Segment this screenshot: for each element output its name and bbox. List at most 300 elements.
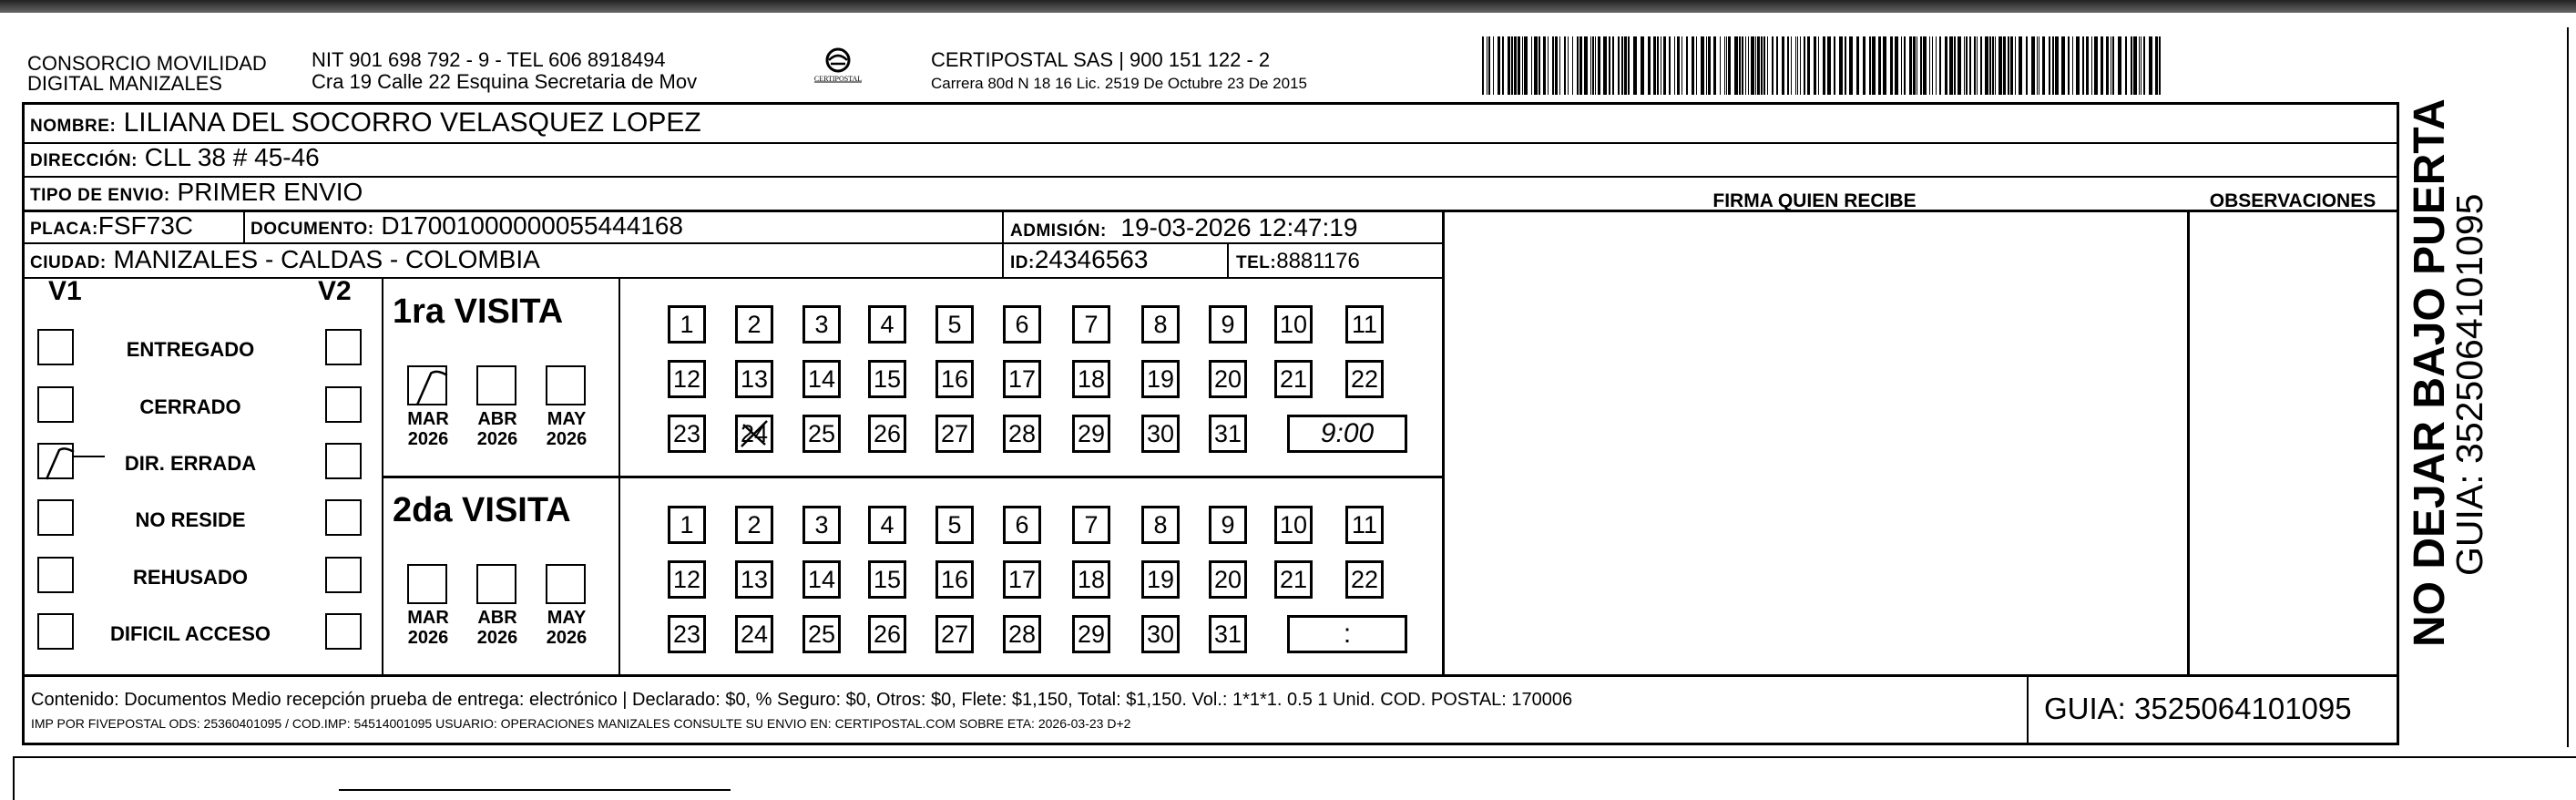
barcode-bar [2112, 36, 2114, 95]
barcode-bar [1538, 36, 1540, 95]
barcode-bar [1745, 36, 1746, 95]
v1-header: V1 [48, 276, 82, 306]
day-box[interactable]: 28 [1003, 615, 1041, 653]
barcode-bar [1797, 36, 1798, 95]
day-box[interactable]: 10 [1274, 305, 1313, 344]
day-box[interactable]: 31 [1209, 615, 1247, 653]
form-frame [22, 102, 2399, 745]
barcode-bar [1618, 36, 1620, 95]
placa-cell [30, 210, 193, 246]
barcode-bar [1845, 36, 1846, 95]
barcode-bar [1641, 36, 1644, 95]
barcode-bar [2042, 36, 2045, 95]
day-box[interactable]: 25 [802, 415, 841, 453]
barcode-bar [1966, 36, 1968, 95]
admision-cell [1010, 211, 1357, 248]
barcode-bar [2072, 36, 2073, 95]
barcode-bar [1598, 36, 1600, 95]
barcode-bar [1577, 36, 1579, 95]
year-label: 2026 [546, 628, 588, 648]
barcode-bar [1669, 36, 1671, 95]
day-box[interactable]: 27 [935, 415, 974, 453]
v2-checkbox[interactable] [325, 613, 362, 650]
v1-checkbox[interactable] [37, 329, 74, 365]
barcode-bar [1958, 36, 1961, 95]
barcode-bar [1624, 36, 1627, 95]
day-box[interactable]: 6 [1003, 506, 1041, 544]
tel-value: 8881176 [1276, 249, 1360, 273]
barcode-bar [1648, 36, 1651, 95]
day-box[interactable]: 12 [668, 560, 706, 599]
barcode-bar [1584, 36, 1588, 95]
day-box[interactable]: 15 [868, 360, 906, 398]
barcode-bar [1696, 36, 1697, 95]
barcode-bar [1932, 36, 1933, 95]
day-box[interactable]: 16 [935, 560, 974, 599]
barcode-bar [2068, 36, 2070, 95]
day-box[interactable]: 22 [1345, 360, 1384, 398]
barcode-bar [1998, 36, 2002, 95]
day-box[interactable]: 5 [935, 305, 974, 344]
certipostal-logo-icon [811, 44, 865, 93]
day-box[interactable]: 29 [1072, 415, 1110, 453]
day-box[interactable]: 14 [802, 360, 841, 398]
company-name-line2: DIGITAL MANIZALES [27, 72, 222, 95]
barcode-bar [1869, 36, 1871, 95]
barcode-bar [1890, 36, 1893, 95]
pen-check-mark [409, 367, 449, 407]
barcode-bar [1726, 36, 1727, 95]
tipo-envio-row [30, 176, 363, 212]
barcode-bar [1980, 36, 1982, 95]
barcode-bar [1609, 36, 1610, 95]
visit1-title: 1ra VISITA [393, 292, 564, 331]
day-box[interactable]: 21 [1274, 360, 1313, 398]
tel-label: TEL: [1236, 253, 1277, 272]
barcode-bar [1498, 36, 1500, 95]
barcode-bar [1767, 36, 1768, 95]
year-label: 2026 [407, 628, 449, 648]
guia-vertical: GUIA: 3525064101095 [2448, 193, 2490, 576]
barcode-bar [1742, 36, 1743, 95]
barcode-bar [1568, 36, 1569, 95]
carrier-line2: Carrera 80d N 18 16 Lic. 2519 De Octubre 23 De 2015 [931, 75, 1307, 92]
nombre-value: LILIANA DEL SOCORRO VELASQUEZ LOPEZ [123, 108, 701, 138]
month-label: MAY [547, 409, 587, 429]
barcode-bar [2037, 36, 2038, 95]
barcode-bar [1518, 36, 1520, 95]
barcode-bar [1612, 36, 1614, 95]
month-checkbox[interactable] [546, 365, 586, 405]
barcode-bar [1985, 36, 1988, 95]
day-box[interactable]: 1 [668, 506, 706, 544]
barcode-bar [1502, 36, 1504, 95]
month-label: MAR [407, 608, 449, 628]
barcode-bar [2141, 36, 2142, 95]
day-box[interactable]: 21 [1274, 560, 1313, 599]
barcode-bar [1555, 36, 1558, 95]
day-box[interactable]: 13 [735, 560, 773, 599]
barcode-bar [1804, 36, 1805, 95]
day-box[interactable]: 19 [1141, 560, 1180, 599]
day-box[interactable]: 10 [1274, 506, 1313, 544]
day-box[interactable]: 14 [802, 560, 841, 599]
barcode-bar [1663, 36, 1666, 95]
year-label: 2026 [546, 429, 588, 449]
barcode-bar [2106, 36, 2109, 95]
barcode-bar [1895, 36, 1898, 95]
top-scan-band [0, 0, 2576, 13]
day-box[interactable]: 6 [1003, 305, 1041, 344]
barcode-bar [1524, 36, 1528, 95]
barcode-bar [1692, 36, 1694, 95]
no-dejar-bajo-puerta: NO DEJAR BAJO PUERTA [2406, 98, 2454, 647]
barcode-bar [2031, 36, 2035, 95]
barcode [1480, 36, 2165, 95]
day-box[interactable]: 2 [735, 506, 773, 544]
placa-label: PLACA: [30, 220, 98, 239]
v1-checkbox[interactable] [37, 443, 74, 479]
time-box[interactable]: 9:00 [1287, 415, 1407, 453]
barcode-bar [2003, 36, 2006, 95]
barcode-bar [1834, 36, 1835, 95]
day-box[interactable]: 11 [1345, 506, 1384, 544]
barcode-bar [1818, 36, 1819, 95]
barcode-bar [1720, 36, 1721, 95]
barcode-bar [2010, 36, 2013, 95]
barcode-bar [1701, 36, 1704, 95]
tipo-label: TIPO DE ENVIO: [30, 186, 170, 205]
logo-text: CERTIPOSTAL [813, 75, 863, 83]
documento-value: D17001000000055444168 [381, 211, 683, 240]
barcode-bar [1945, 36, 1947, 95]
day-box[interactable]: 1 [668, 305, 706, 344]
status-label: NO RESIDE [135, 508, 246, 531]
status-label: CERRADO [139, 395, 241, 418]
barcode-bar [2118, 36, 2121, 95]
barcode-bar [1531, 36, 1532, 95]
barcode-bar [1964, 36, 1965, 95]
barcode-bar [1713, 36, 1716, 95]
barcode-bar [1633, 36, 1637, 95]
v2-checkbox[interactable] [325, 499, 362, 536]
barcode-bar [1522, 36, 1523, 95]
barcode-bar [1904, 36, 1906, 95]
direccion-value: CLL 38 # 45-46 [144, 143, 320, 171]
company-name-line1: CONSORCIO MOVILIDAD [27, 52, 267, 75]
tipo-value: PRIMER ENVIO [177, 178, 363, 206]
barcode-bar [1552, 36, 1554, 95]
barcode-bar [1977, 36, 1978, 95]
barcode-bar [1677, 36, 1680, 95]
barcode-bar [1728, 36, 1731, 95]
barcode-bar [2055, 36, 2059, 95]
barcode-bar [1772, 36, 1774, 95]
barcode-bar [2125, 36, 2127, 95]
barcode-bar [1839, 36, 1843, 95]
barcode-bar [2008, 36, 2009, 95]
barcode-bar [1734, 36, 1738, 95]
day-box[interactable]: 3 [802, 305, 841, 344]
barcode-bar [2015, 36, 2016, 95]
day-box[interactable]: 4 [868, 305, 906, 344]
v2-checkbox[interactable] [325, 329, 362, 365]
day-box[interactable]: 16 [935, 360, 974, 398]
barcode-bar [1883, 36, 1886, 95]
barcode-bar [1757, 36, 1760, 95]
carrier-line1: CERTIPOSTAL SAS | 900 151 122 - 2 [931, 48, 1271, 71]
status-label: REHUSADO [133, 566, 248, 589]
barcode-bar [1856, 36, 1859, 95]
id-cell [1010, 243, 1148, 280]
barcode-bar [1995, 36, 1996, 95]
barcode-bar [1827, 36, 1831, 95]
barcode-bar [2086, 36, 2089, 95]
placa-value: FSF73C [97, 211, 194, 240]
barcode-bar [2049, 36, 2050, 95]
nombre-row [30, 107, 701, 143]
barcode-bar [1748, 36, 1749, 95]
ciudad-label: CIUDAD: [30, 253, 107, 272]
v2-checkbox[interactable] [325, 386, 362, 423]
documento-cell [250, 210, 683, 246]
day-box[interactable]: 17 [1003, 360, 1041, 398]
barcode-bar [2143, 36, 2145, 95]
barcode-bar [1508, 36, 1510, 95]
day-box[interactable]: 4 [868, 506, 906, 544]
barcode-bar [1761, 36, 1763, 95]
barcode-bar [1863, 36, 1866, 95]
v1-checkbox[interactable] [37, 499, 74, 536]
v2-checkbox[interactable] [325, 443, 362, 479]
barcode-bar [1628, 36, 1630, 95]
day-box[interactable]: 24 [735, 615, 773, 653]
v1-checkbox[interactable] [37, 557, 74, 593]
barcode-bar [1708, 36, 1711, 95]
barcode-bar [2131, 36, 2132, 95]
admision-value: 19-03-2026 12:47:19 [1120, 213, 1358, 241]
barcode-bar [1621, 36, 1623, 95]
barcode-bar [1929, 36, 1930, 95]
tel-cell [1236, 245, 1360, 280]
barcode-bar [1936, 36, 1937, 95]
address-line: Cra 19 Calle 22 Esquina Secretaria de Mov [312, 70, 698, 93]
imp-line: IMP POR FIVEPOSTAL ODS: 25360401095 / COD.IMP: 54514001095 USUARIO: OPERACIONES MANIZALES CONSULTE SU ENVIO EN: CERTIPOSTAL.COM SOBRE ETA: 2026-03-23 D+2 [31, 716, 1131, 731]
barcode-bar [2019, 36, 2022, 95]
barcode-bar [1686, 36, 1688, 95]
status-label: DIFICIL ACCESO [109, 622, 271, 645]
barcode-bar [2101, 36, 2103, 95]
barcode-bar [1514, 36, 1517, 95]
day-box[interactable]: 26 [868, 615, 906, 653]
barcode-bar [1548, 36, 1549, 95]
barcode-bar [1763, 36, 1765, 95]
barcode-bar [1782, 36, 1784, 95]
barcode-bar [1992, 36, 1994, 95]
day-box[interactable]: 18 [1072, 560, 1110, 599]
barcode-bar [1974, 36, 1976, 95]
status-label: DIR. ERRADA [124, 452, 257, 475]
day-box[interactable]: 26 [868, 415, 906, 453]
month-label: MAR [407, 409, 449, 429]
id-value: 24346563 [1034, 245, 1149, 273]
barcode-bar [2061, 36, 2065, 95]
barcode-bar [2139, 36, 2140, 95]
barcode-bar [1706, 36, 1707, 95]
barcode-bar [1603, 36, 1607, 95]
barcode-bar [1572, 36, 1573, 95]
pen-check-mark [39, 445, 76, 481]
barcode-bar [2094, 36, 2098, 95]
barcode-bar [1657, 36, 1659, 95]
day-box[interactable]: 7 [1072, 506, 1110, 544]
contenido-line: Contenido: Documentos Medio recepción prueba de entrega: electrónico | Declarado: $0, % Seguro: $0, Otros: $0, Flete: $1,150, Total: $1,150. Vol.: 1*1*1. 0.5 1 Unid. COD. POSTAL: 170006 [31, 690, 1573, 710]
barcode-bar [2159, 36, 2161, 95]
month-label: ABR [477, 409, 517, 429]
barcode-bar [1579, 36, 1582, 95]
barcode-bar [1787, 36, 1789, 95]
barcode-bar [1493, 36, 1494, 95]
barcode-bar [1724, 36, 1725, 95]
barcode-bar [1949, 36, 1953, 95]
barcode-bar [1595, 36, 1596, 95]
day-box[interactable]: 27 [935, 615, 974, 653]
barcode-bar [1872, 36, 1876, 95]
barcode-bar [1901, 36, 1902, 95]
barcode-bar [1739, 36, 1741, 95]
year-label: 2026 [407, 429, 449, 449]
day-box[interactable]: 23 [668, 415, 706, 453]
documento-label: DOCUMENTO: [250, 220, 374, 239]
barcode-bar [1559, 36, 1560, 95]
day-box[interactable]: 20 [1209, 360, 1247, 398]
barcode-bar [2026, 36, 2028, 95]
firma-header: FIRMA QUIEN RECIBE [1712, 190, 1917, 211]
day-box[interactable]: 8 [1141, 506, 1180, 544]
barcode-bar [1814, 36, 1816, 95]
day-box[interactable]: 9 [1209, 506, 1247, 544]
day-box[interactable]: 8 [1141, 305, 1180, 344]
month-checkbox[interactable] [476, 365, 516, 405]
day-box[interactable]: 11 [1345, 305, 1384, 344]
day-box[interactable]: 15 [868, 560, 906, 599]
ciudad-value: MANIZALES - CALDAS - COLOMBIA [113, 245, 540, 273]
day-box[interactable]: 23 [668, 615, 706, 653]
barcode-bar [2133, 36, 2137, 95]
barcode-bar [1795, 36, 1796, 95]
status-label: ENTREGADO [126, 338, 255, 361]
day-box[interactable]: 2 [735, 305, 773, 344]
v1-checkbox[interactable] [37, 613, 74, 650]
year-label: 2026 [476, 429, 518, 449]
month-checkbox[interactable] [546, 564, 586, 604]
v2-checkbox[interactable] [325, 557, 362, 593]
day-box[interactable]: 9 [1209, 305, 1247, 344]
day-box[interactable]: 24 [735, 415, 773, 453]
visit2-title: 2da VISITA [393, 491, 571, 529]
year-label: 2026 [476, 628, 518, 648]
day-box[interactable]: 18 [1072, 360, 1110, 398]
day-box[interactable]: 22 [1345, 560, 1384, 599]
barcode-bar [1939, 36, 1941, 95]
barcode-bar [1807, 36, 1810, 95]
day-box[interactable]: 30 [1141, 415, 1180, 453]
barcode-bar [1909, 36, 1912, 95]
time-box[interactable]: : [1287, 615, 1407, 653]
day-box[interactable]: 28 [1003, 415, 1041, 453]
day-box[interactable]: 31 [1209, 415, 1247, 453]
barcode-bar [1511, 36, 1513, 95]
barcode-bar [1920, 36, 1922, 95]
v1-checkbox[interactable] [37, 386, 74, 423]
barcode-bar [1954, 36, 1956, 95]
barcode-bar [1534, 36, 1538, 95]
month-checkbox[interactable] [476, 564, 516, 604]
month-checkbox[interactable] [407, 564, 447, 604]
day-box[interactable]: 19 [1141, 360, 1180, 398]
nit-line: NIT 901 698 792 - 9 - TEL 606 8918494 [312, 48, 666, 71]
barcode-bar [1849, 36, 1853, 95]
day-box[interactable]: 30 [1141, 615, 1180, 653]
admision-label: ADMISIÓN: [1010, 221, 1107, 241]
day-box[interactable]: 3 [802, 506, 841, 544]
barcode-bar [1674, 36, 1675, 95]
day-box[interactable]: 20 [1209, 560, 1247, 599]
barcode-bar [2076, 36, 2080, 95]
barcode-bar [1543, 36, 1546, 95]
barcode-bar [1776, 36, 1778, 95]
id-label: ID: [1010, 253, 1035, 272]
barcode-bar [1800, 36, 1801, 95]
direccion-row [30, 141, 320, 178]
day-box[interactable]: 29 [1072, 615, 1110, 653]
barcode-bar [1564, 36, 1566, 95]
barcode-bar [1592, 36, 1594, 95]
barcode-bar [1923, 36, 1927, 95]
barcode-bar [1590, 36, 1591, 95]
day-box[interactable]: 13 [735, 360, 773, 398]
barcode-bar [1482, 36, 1484, 95]
barcode-bar [1488, 36, 1490, 95]
month-label: MAY [547, 608, 587, 628]
day-box[interactable]: 17 [1003, 560, 1041, 599]
pen-cross-mark [736, 415, 772, 452]
barcode-bar [1969, 36, 1971, 95]
barcode-bar [1989, 36, 1991, 95]
barcode-bar [2149, 36, 2152, 95]
barcode-bar [1755, 36, 1756, 95]
day-box[interactable]: 25 [802, 615, 841, 653]
barcode-bar [1791, 36, 1792, 95]
barcode-bar [1653, 36, 1656, 95]
ciudad-row [30, 243, 540, 280]
barcode-bar [2155, 36, 2158, 95]
barcode-bar [1913, 36, 1916, 95]
barcode-bar [1878, 36, 1881, 95]
observaciones-header: OBSERVACIONES [2209, 190, 2377, 211]
barcode-bar [2091, 36, 2092, 95]
nombre-label: NOMBRE: [30, 117, 117, 136]
day-box[interactable]: 5 [935, 506, 974, 544]
v2-header: V2 [318, 276, 352, 306]
day-box[interactable]: 12 [668, 360, 706, 398]
month-label: ABR [477, 608, 517, 628]
day-box[interactable]: 7 [1072, 305, 1110, 344]
guia-footer: GUIA: 3525064101095 [2044, 692, 2352, 725]
barcode-bar [2052, 36, 2054, 95]
barcode-bar [1751, 36, 1754, 95]
month-checkbox[interactable] [407, 365, 447, 405]
